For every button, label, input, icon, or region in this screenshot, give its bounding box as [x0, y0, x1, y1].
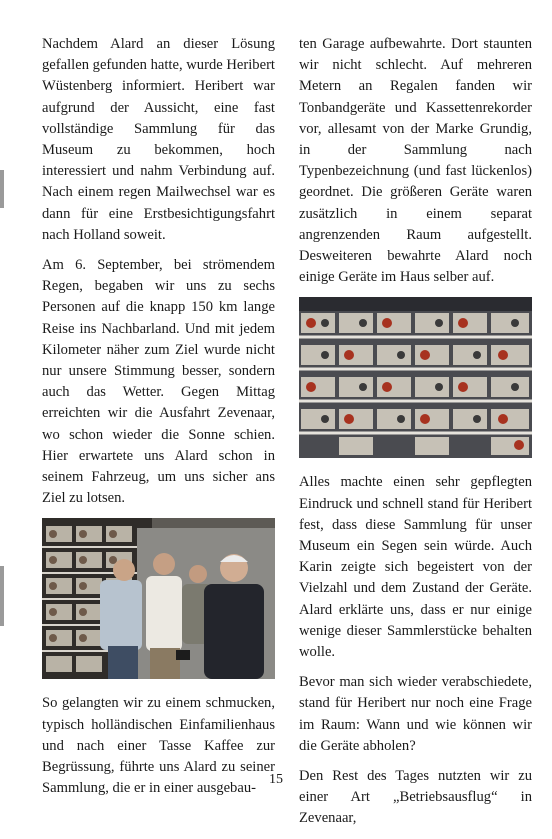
photo-tape-recorder-shelves — [299, 297, 532, 458]
right-column — [299, 34, 532, 839]
photo-collection-visitors — [42, 518, 275, 679]
photo-tape-recorder-shelves-image — [299, 297, 532, 458]
left-column — [42, 34, 275, 808]
photo-collection-visitors-image — [42, 518, 275, 679]
paragraph: Bevor man sich wieder verabschiedete, stand für Heribert nur noch eine Frage im Raum: Wann und wie können wir die Geräte abholen? — [299, 674, 532, 754]
page-number: 15 — [269, 772, 283, 787]
binding-edge-mark — [0, 170, 4, 208]
paragraph: Nachdem Alard an dieser Lösung gefallen gefunden hatte, wurde Heribert Wüstenberg informiert. Heribert war aufgrund der Aussicht, eine fast vollständige Sammlung für das Museum zu bekommen, hoch interessiert und nahm Verbindung auf. Nach einem regen Mailwechsel war es dann für eine Erstbesichtigungsfahrt nach Holland soweit. — [42, 36, 275, 243]
paragraph: Den Rest des Tages nutzten wir zu einer Art „Betriebsausflug“ in Zevenaar, — [299, 768, 532, 827]
paragraph: ten Garage aufbewahrte. Dort staunten wir nicht schlecht. Auf mehreren Metern an Regalen fanden wir Tonbandgeräte und Kassettenrekorder vor, allesamt von der Marke Grundig, in der Sammlung nach Typenbezeichnung (und fast lückenlos) geordnet. Die größeren Geräte waren zusätzlich in einem separat angrenzenden Raum aufgestellt. Desweiteren bewahrte Alard noch einige Geräte im Haus selber auf. — [299, 36, 532, 286]
paragraph: Am 6. September, bei strömendem Regen, begaben wir uns zu sechs Personen auf die knapp 150 km lange Reise ins Nachbarland. Und mit jedem Kilometer näher zum Ziel wurde nicht nur unsere Stimmung besser, sondern auch das Wetter. Gegen Mittag erreichten wir die Ausfahrt Zevenaar, wo schon wieder die Sonne schien. Hier erwartete uns Alard schon in seinem Fahrzeug, um uns sicher ans Ziel zu lotsen. — [42, 257, 275, 507]
paragraph: So gelangten wir zu einem schmucken, typisch holländischen Einfamilienhaus und nach einer Tasse Kaffee zur Begrüssung, führte uns Alard zu seiner Sammlung, die er in einer ausgebau- — [42, 695, 275, 797]
binding-edge-mark — [0, 566, 4, 626]
paragraph: Alles machte einen sehr gepflegten Eindruck und schnell stand für Heribert fest, dass diese Sammlung für unser Museum ein Segen sein würde. Auch Karin zeigte sich begeistert von der Vielzahl und dem Zustand der Geräte. Alard erklärte uns, dass er nur einige wenige dieser Sammlerstücke behalten wolle. — [299, 474, 532, 661]
